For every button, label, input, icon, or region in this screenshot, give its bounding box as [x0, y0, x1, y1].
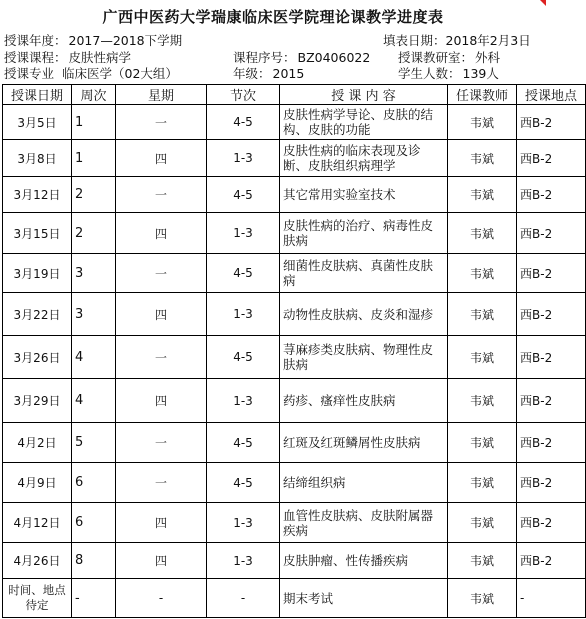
dept-label: 授课教研室： — [398, 50, 474, 65]
seq-value: BZ0406022 — [297, 50, 371, 65]
row-content: 药疹、瘙痒性皮肤病 — [280, 379, 448, 423]
row-weekday: 一 — [116, 105, 207, 140]
row-content: 皮肤性病学导论、皮肤的结构、皮肤的功能 — [280, 105, 448, 140]
comment-indicator — [540, 0, 546, 6]
year-field — [4, 33, 182, 49]
row-week: 6 — [72, 503, 116, 543]
row-weekday: 一 — [116, 177, 207, 213]
row-weekday: - — [116, 579, 207, 618]
row-content: 其它常用实验室技术 — [280, 177, 448, 213]
row-teacher: 韦斌 — [448, 423, 517, 463]
row-date: 时间、地点待定 — [3, 579, 72, 618]
schedule-table — [2, 84, 586, 618]
header-teacher: 任课教师 — [448, 85, 517, 105]
table-row — [3, 543, 586, 579]
row-weekday: 四 — [116, 293, 207, 336]
row-date: 4月12日 — [3, 503, 72, 543]
row-place: 西B-2 — [517, 423, 586, 463]
row-date: 3月12日 — [3, 177, 72, 213]
table-row — [3, 336, 586, 379]
row-place: 西B-2 — [517, 213, 586, 254]
table-row — [3, 463, 586, 503]
table-row — [3, 254, 586, 293]
table-row — [3, 213, 586, 254]
header-place: 授课地点 — [517, 85, 586, 105]
table-row — [3, 293, 586, 336]
students-label: 学生人数： — [398, 66, 461, 81]
page-title: 广西中医药大学瑞康临床医学院理论课教学进度表 — [102, 8, 444, 26]
row-week: 1 — [72, 140, 116, 177]
course-field — [4, 50, 131, 66]
row-period: 1-3 — [207, 379, 280, 423]
row-week: 2 — [72, 177, 116, 213]
course-label: 授课课程： — [4, 50, 67, 65]
row-period: - — [207, 579, 280, 618]
row-date: 3月5日 — [3, 105, 72, 140]
row-place: 西B-2 — [517, 463, 586, 503]
row-date: 3月26日 — [3, 336, 72, 379]
row-teacher: 韦斌 — [448, 105, 517, 140]
row-content: 红斑及红斑鳞屑性皮肤病 — [280, 423, 448, 463]
major-field — [4, 66, 178, 82]
row-weekday: 四 — [116, 503, 207, 543]
row-place: 西B-2 — [517, 293, 586, 336]
row-teacher: 韦斌 — [448, 140, 517, 177]
row-week: 5 — [72, 423, 116, 463]
row-week: 3 — [72, 293, 116, 336]
row-place: 西B-2 — [517, 379, 586, 423]
row-place: 西B-2 — [517, 177, 586, 213]
row-content: 血管性皮肤病、皮肤附属器疾病 — [280, 503, 448, 543]
row-weekday: 四 — [116, 140, 207, 177]
row-content: 皮肤性病的临床表现及诊断、皮肤组织病理学 — [280, 140, 448, 177]
row-weekday: 一 — [116, 336, 207, 379]
row-weekday: 四 — [116, 379, 207, 423]
dept-field — [398, 50, 500, 66]
row-period: 1-3 — [207, 293, 280, 336]
row-period: 1-3 — [207, 503, 280, 543]
header-row — [3, 85, 586, 105]
table-row — [3, 379, 586, 423]
students-field — [398, 66, 499, 82]
row-content: 动物性皮肤病、皮炎和湿疹 — [280, 293, 448, 336]
row-teacher: 韦斌 — [448, 213, 517, 254]
row-period: 4-5 — [207, 105, 280, 140]
row-period: 4-5 — [207, 423, 280, 463]
row-weekday: 一 — [116, 423, 207, 463]
row-date: 4月26日 — [3, 543, 72, 579]
row-period: 1-3 — [207, 543, 280, 579]
row-place: 西B-2 — [517, 503, 586, 543]
table-row — [3, 140, 586, 177]
grade-field — [233, 66, 304, 82]
row-place: 西B-2 — [517, 105, 586, 140]
grade-value: 2015 — [272, 66, 305, 81]
row-content: 细菌性皮肤病、真菌性皮肤病 — [280, 254, 448, 293]
row-date: 3月19日 — [3, 254, 72, 293]
course-value: 皮肤性病学 — [68, 50, 132, 65]
row-period: 4-5 — [207, 177, 280, 213]
row-weekday: 四 — [116, 543, 207, 579]
row-week: - — [72, 579, 116, 618]
table-row — [3, 177, 586, 213]
row-week: 8 — [72, 543, 116, 579]
row-date: 3月15日 — [3, 213, 72, 254]
row-date: 4月9日 — [3, 463, 72, 503]
students-value: 139人 — [462, 66, 499, 81]
major-label: 授课专业 — [4, 66, 55, 81]
row-content: 荨麻疹类皮肤病、物理性皮肤病 — [280, 336, 448, 379]
row-content: 结缔组织病 — [280, 463, 448, 503]
row-weekday: 四 — [116, 213, 207, 254]
row-teacher: 韦斌 — [448, 336, 517, 379]
row-teacher: 韦斌 — [448, 293, 517, 336]
header-week: 周次 — [72, 85, 116, 105]
row-week: 1 — [72, 105, 116, 140]
row-teacher: 韦斌 — [448, 503, 517, 543]
row-place: 西B-2 — [517, 336, 586, 379]
table-row — [3, 423, 586, 463]
row-date: 3月8日 — [3, 140, 72, 177]
row-content: 期末考试 — [280, 579, 448, 618]
row-content: 皮肤肿瘤、性传播疾病 — [280, 543, 448, 579]
row-teacher: 韦斌 — [448, 177, 517, 213]
table-row — [3, 503, 586, 543]
row-teacher: 韦斌 — [448, 579, 517, 618]
row-week: 2 — [72, 213, 116, 254]
row-teacher: 韦斌 — [448, 463, 517, 503]
header-weekday: 星期 — [116, 85, 207, 105]
row-teacher: 韦斌 — [448, 543, 517, 579]
row-content: 皮肤性病的治疗、病毒性皮肤病 — [280, 213, 448, 254]
dept-value: 外科 — [475, 50, 501, 65]
header-period: 节次 — [207, 85, 280, 105]
row-place: - — [517, 579, 586, 618]
row-teacher: 韦斌 — [448, 254, 517, 293]
row-teacher: 韦斌 — [448, 379, 517, 423]
seq-field — [233, 50, 370, 66]
row-date: 3月22日 — [3, 293, 72, 336]
major-value: 临床医学（02大组） — [62, 66, 178, 81]
row-date: 4月2日 — [3, 423, 72, 463]
grade-label: 年级： — [233, 66, 271, 81]
row-week: 3 — [72, 254, 116, 293]
table-row — [3, 579, 586, 618]
row-place: 西B-2 — [517, 543, 586, 579]
row-period: 1-3 — [207, 140, 280, 177]
seq-label: 课程序号： — [233, 50, 296, 65]
row-weekday: 一 — [116, 254, 207, 293]
row-week: 4 — [72, 336, 116, 379]
row-period: 4-5 — [207, 463, 280, 503]
row-period: 4-5 — [207, 254, 280, 293]
year-label: 授课年度： — [4, 33, 67, 48]
row-week: 6 — [72, 463, 116, 503]
year-value: 2017—2018下学期 — [68, 33, 183, 48]
row-period: 4-5 — [207, 336, 280, 379]
row-period: 1-3 — [207, 213, 280, 254]
row-place: 西B-2 — [517, 140, 586, 177]
row-place: 西B-2 — [517, 254, 586, 293]
row-week: 4 — [72, 379, 116, 423]
table-row — [3, 105, 586, 140]
row-weekday: 一 — [116, 463, 207, 503]
row-date: 3月29日 — [3, 379, 72, 423]
header-content: 授 课 内 容 — [280, 85, 448, 105]
header-date: 授课日期 — [3, 85, 72, 105]
fill-date: 填表日期：2018年2月3日 — [383, 33, 531, 48]
